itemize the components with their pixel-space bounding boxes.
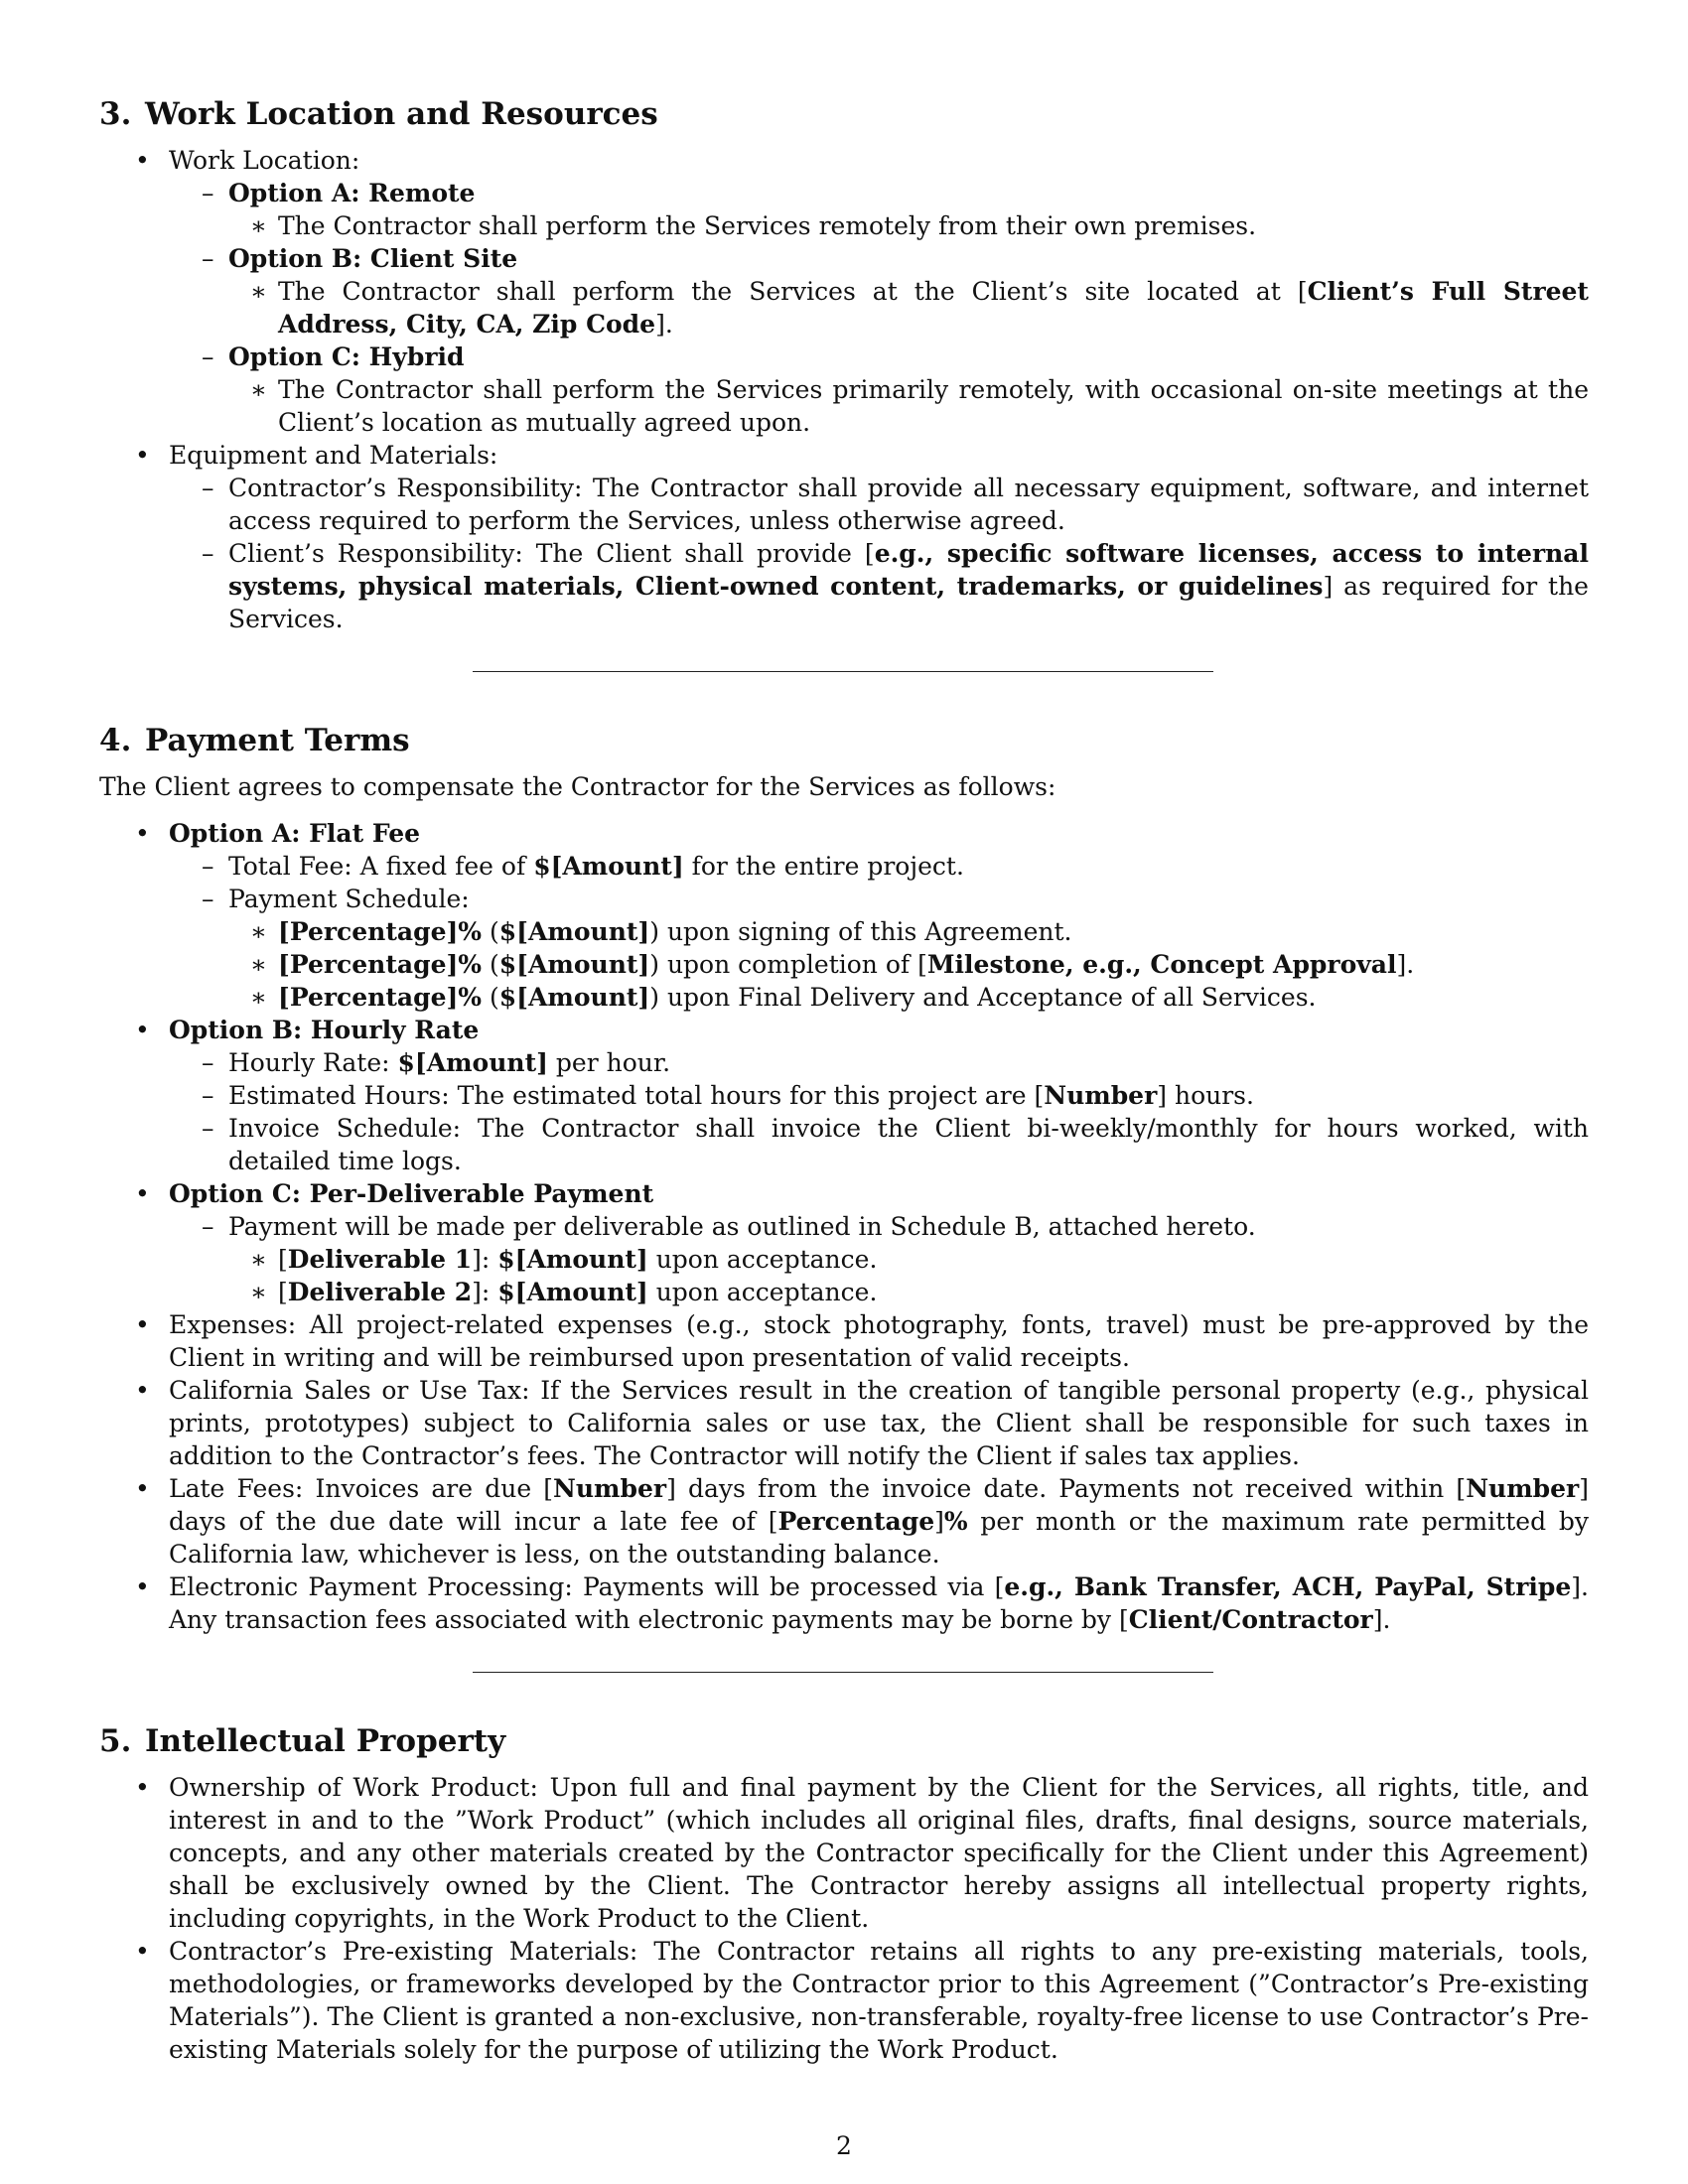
per-deliverable-option: • Option C: Per-Deliverable Payment – Payment will be made per deliverable as outlined in Schedule B, attached hereto. ∗ [Deliverable 1]: $[Amount] upon acceptance. ∗ [Deliverable 2]: $[Amount] upon acceptance. [99, 1177, 1589, 1308]
schedule-signing: ∗ [Percentage]% ($[Amount]) upon signing of this Agreement. [228, 915, 1589, 948]
ownership-item: • Ownership of Work Product: Upon full and final payment by the Client for the Services, all rights, title, and interest in and to the ”Work Product” (which includes all original files, drafts, final designs, source materials, concepts, and any other materials created by the Contractor specifically for the Client under this Agreement) shall be exclusively owned by the Client. The Contractor hereby assigns all intellectual property rights, including copyrights, in the Work Product to the Client. [99, 1771, 1589, 1935]
equipment-item: • Equipment and Materials: – Contractor’s Responsibility: The Contractor shall provide all necessary equipment, software, and internet access required to perform the Services, unless otherwise agreed. – Client’s Responsibility: The Client shall provide [e.g., specific software licenses, access to internal systems, physical materials, Client-owned content, trademarks, or guidelines] as required for the Services. [99, 439, 1589, 635]
option-a-text: ∗ The Contractor shall perform the Services remotely from their own premises. [228, 209, 1589, 242]
payment-schedule: – Payment Schedule: ∗ [Percentage]% ($[Amount]) upon signing of this Agreement. ∗ [Percentage]% ($[Amount]) upon completion of [Milestone, e.g., Concept Approval]. ∗ [Percentage]% ($[Amount]) upon Final Delivery and Acceptance of all Services. [169, 883, 1589, 1014]
schedule-completion: ∗ [Percentage]% ($[Amount]) upon completion of [Milestone, e.g., Concept Approval]. [228, 948, 1589, 981]
late-fees-item: • Late Fees: Invoices are due [Number] days from the invoice date. Payments not received within [Number] days of the due date will incur a late fee of [Percentage]% per month or the maximum rate permitted by California law, whichever is less, on the outstanding balance. [99, 1472, 1589, 1570]
expenses-item: • Expenses: All project-related expenses (e.g., stock photography, fonts, travel) must be pre-approved by the Client in writing and will be reimbursed upon presentation of valid receipts. [99, 1308, 1589, 1374]
option-a-remote: – Option A: Remote ∗ The Contractor shall perform the Services remotely from their own premises. [169, 177, 1589, 242]
option-b-text: ∗ The Contractor shall perform the Services at the Client’s site located at [Client’s Full Street Address, City, CA, Zip Code]. [228, 275, 1589, 341]
section-divider [473, 1672, 1213, 1673]
sales-tax-item: • California Sales or Use Tax: If the Services result in the creation of tangible personal property (e.g., physical prints, prototypes) subject to California sales or use tax, the Client shall be responsible for such taxes in addition to the Contractor’s fees. The Contractor will notify the Client if sales tax applies. [99, 1374, 1589, 1472]
invoice-schedule: – Invoice Schedule: The Contractor shall invoice the Client bi-weekly/monthly for hours worked, with detailed time logs. [169, 1112, 1589, 1177]
section-3 [99, 94, 1589, 635]
section-5-heading: 5. Intellectual Property [99, 1723, 506, 1759]
work-location-item: • Work Location: – Option A: Remote ∗ The Contractor shall perform the Services remotely from their own premises. – Option B: Client Site ∗ The Contractor shall perform the Services at the Client’s site located at [Client’s Full Street Address, City, CA, Zip Code]. – Option C: Hybrid ∗ The Contractor shall perform the Services primarily remotely, with occasional on-site meetings at the Client’s location as mutually agreed upon. [99, 144, 1589, 439]
document-page [99, 94, 1589, 2066]
total-fee: – Total Fee: A fixed fee of $[Amount] for the entire project. [169, 850, 1589, 883]
page-number: 2 [836, 2131, 852, 2160]
electronic-payment-item: • Electronic Payment Processing: Payments will be processed via [e.g., Bank Transfer, ACH, PayPal, Stripe]. Any transaction fees associated with electronic payments may be borne by [Client/Contractor]. [99, 1570, 1589, 1636]
schedule-final: ∗ [Percentage]% ($[Amount]) upon Final Delivery and Acceptance of all Services. [228, 981, 1589, 1014]
section-5-list [99, 1771, 1589, 2066]
hourly-rate-option: • Option B: Hourly Rate – Hourly Rate: $[Amount] per hour. – Estimated Hours: The estimated total hours for this project are [Number] hours. – Invoice Schedule: The Contractor shall invoice the Client bi-weekly/monthly for hours worked, with detailed time logs. [99, 1014, 1589, 1177]
deliverable-1: ∗ [Deliverable 1]: $[Amount] upon acceptance. [228, 1243, 1589, 1276]
option-c-text: ∗ The Contractor shall perform the Services primarily remotely, with occasional on-site meetings at the Client’s location as mutually agreed upon. [228, 373, 1589, 439]
section-3-list [99, 144, 1589, 635]
section-4-heading: 4. Payment Terms [99, 723, 410, 758]
section-divider [473, 671, 1213, 672]
hourly-rate: – Hourly Rate: $[Amount] per hour. [169, 1046, 1589, 1079]
section-4-list [99, 817, 1589, 1636]
client-responsibility: – Client’s Responsibility: The Client shall provide [e.g., specific software licenses, access to internal systems, physical materials, Client-owned content, trademarks, or guidelines] as required for the Services. [169, 537, 1589, 635]
payment-intro: The Client agrees to compensate the Contractor for the Services as follows: [99, 772, 1056, 801]
section-3-heading: 3. Work Location and Resources [99, 96, 658, 132]
section-5 [99, 1721, 1589, 2066]
option-c-hybrid: – Option C: Hybrid ∗ The Contractor shall perform the Services primarily remotely, with occasional on-site meetings at the Client’s location as mutually agreed upon. [169, 341, 1589, 439]
deliverable-2: ∗ [Deliverable 2]: $[Amount] upon acceptance. [228, 1276, 1589, 1308]
estimated-hours: – Estimated Hours: The estimated total hours for this project are [Number] hours. [169, 1079, 1589, 1112]
flat-fee-option: • Option A: Flat Fee – Total Fee: A fixed fee of $[Amount] for the entire project. – Payment Schedule: ∗ [Percentage]% ($[Amount]) upon signing of this Agreement. ∗ [Percentage]% ($[Amount]) upon completion of [Milestone, e.g., Concept Approval]. ∗ [Percentage]% ($[Amount]) upon Final Delivery and Acceptance of all Services. [99, 817, 1589, 1014]
contractor-responsibility: – Contractor’s Responsibility: The Contractor shall provide all necessary equipment, software, and internet access required to perform the Services, unless otherwise agreed. [169, 472, 1589, 537]
option-b-client-site: – Option B: Client Site ∗ The Contractor shall perform the Services at the Client’s site located at [Client’s Full Street Address, City, CA, Zip Code]. [169, 242, 1589, 341]
preexisting-item: • Contractor’s Pre-existing Materials: The Contractor retains all rights to any pre-existing materials, tools, methodologies, or frameworks developed by the Contractor prior to this Agreement (”Contractor’s Pre-existing Materials”). The Client is granted a non-exclusive, non-transferable, royalty-free license to use Contractor’s Pre-existing Materials solely for the purpose of utilizing the Work Product. [99, 1935, 1589, 2066]
per-deliverable-text: – Payment will be made per deliverable as outlined in Schedule B, attached hereto. ∗ [Deliverable 1]: $[Amount] upon acceptance. ∗ [Deliverable 2]: $[Amount] upon acceptance. [169, 1210, 1589, 1308]
section-4 [99, 721, 1589, 1636]
